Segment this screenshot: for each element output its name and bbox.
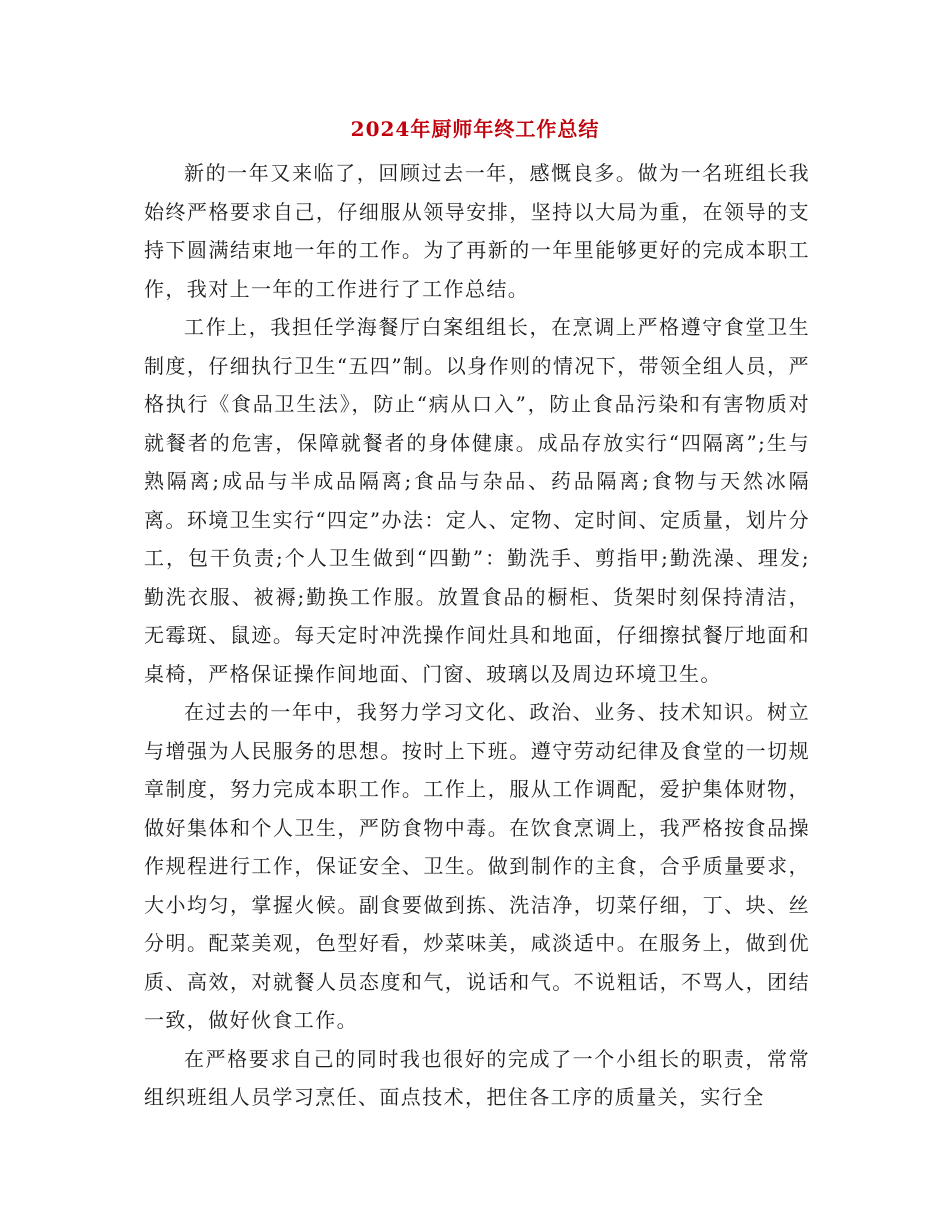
paragraph-study: 在过去的一年中，我努力学习文化、政治、业务、技术知识。树立与增强为人民服务的思想。按时上下班。遵守劳动纪律及食堂的一切规章制度，努力完成本职工作。工作上，服从工作调配，爱护集体财物，做好集体和个人卫生，严防食物中毒。在饮食烹调上，我严格按食品操作规程进行工作，保证安全、卫生。做到制作的主食，合乎质量要求，大小均匀，掌握火候。副食要做到拣、洗洁净，切菜仔细，丁、块、丝分明。配菜美观，色型好看，炒菜味美，咸淡适中。在服务上，做到优质、高效，对就餐人员态度和气，说话和气。不说粗话，不骂人，团结一致，做好伙食工作。 [144,700,810,1032]
paragraph-hygiene: 工作上，我担任学海餐厅白案组组长，在烹调上严格遵守食堂卫生制度，仔细执行卫生“五四”制。以身作则的情况下，带领全组人员，严格执行《食品卫生法》，防止“病从口入”，防止食品污染和有害物质对就餐者的危害，保障就餐者的身体健康。成品存放实行“四隔离”;生与熟隔离;成品与半成品隔离;食品与杂品、药品隔离;食物与天然冰隔离。环境卫生实行“四定”办法：定人、定物、定时间、定质量，划片分工，包干负责;个人卫生做到“四勤”：勤洗手、剪指甲;勤洗澡、理发;勤洗衣服、被褥;勤换工作服。放置食品的橱柜、货架时刻保持清洁，无霉斑、鼠迹。每天定时冲洗操作间灶具和地面，仔细擦拭餐厅地面和桌椅，严格保证操作间地面、门窗、玻璃以及周边环境卫生。 [144,315,810,686]
paragraph-intro: 新的一年又来临了，回顾过去一年，感慨良多。做为一名班组长我始终严格要求自己，仔细服从领导安排，坚持以大局为重，在领导的支持下圆满结束地一年的工作。为了再新的一年里能够更好的完成本职工作，我对上一年的工作进行了工作总结。 [144,161,810,301]
paragraph-team-lead: 在严格要求自己的同时我也很好的完成了一个小组长的职责，常常组织班组人员学习烹任、面点技术，把住各工序的质量关，实行全 [144,1046,810,1109]
document-title: 2024年厨师年终工作总结 [350,117,600,141]
document-body [144,154,810,1117]
